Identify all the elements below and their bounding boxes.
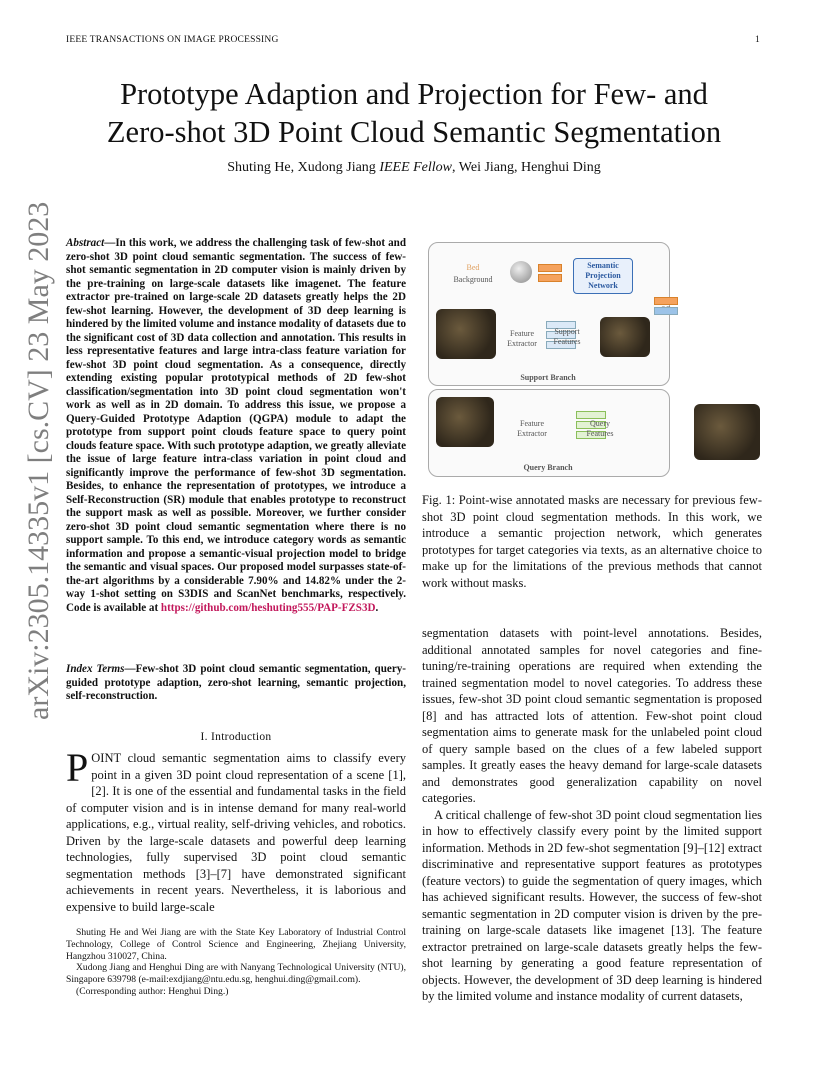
background-label: Background [453, 275, 493, 284]
prototype-stack [654, 297, 678, 317]
drop-cap: P [66, 745, 89, 790]
bed-label: Bed [466, 263, 480, 272]
support-features-label: Support Features [553, 327, 581, 346]
authors-part-2: , Wei Jiang, Henghui Ding [452, 160, 601, 175]
page-number: 1 [755, 35, 760, 45]
abstract [66, 237, 406, 615]
wikipedia-globe-icon [510, 261, 532, 283]
right-paragraph-2: A critical challenge of few-shot 3D point cloud segmentation lies in how to effectively classify every point by the limited support information. Methods in 2D few-shot segmentation [9]–[12] extract discriminative and representative support features as prototypes (feature vectors) to guide the segmentation of query images, which has achieved significant results. However, the success of few-shot semantic segmentation in 2D computer vision is driven by the pre-training on large-scale datasets like imagenet [13]. The feature extractor pretrained on large-scale datasets greatly helps the few-shot learning by generating a good feature representation of objects. However, the development of 3D deep learning is hindered by the limited volume and instance modality of current datasets, [422, 807, 762, 1003]
index-terms-lead: Index Terms [66, 663, 125, 675]
support-point-cloud [436, 309, 496, 359]
intro-text: OINT cloud semantic segmentation aims to classify every point in a given 3D point cloud representation of a scene [1], [2]. It is one of the essential and fundamental tasks in the field of computer vision and is in intense demand for many real-world applications, e.g., virtual reality, self-driving vehicles, and robotics. Driven by the large-scale datasets and powerful deep learning technologies, fully supervised 3D point cloud semantic segmentation methods [3]–[7] have demonstrated significant achievements in recent years. Nevertheless, it is laborious and expensive to build large-scale [66, 751, 406, 914]
abstract-lead: Abstract [66, 237, 105, 249]
footnote-1: Shuting He and Wei Jiang are with the State Key Laboratory of Industrial Control Technology, College of Control Science and Engineering, Zhejiang University, Hangzhou 310027, China. [66, 927, 406, 962]
figure-caption: Fig. 1: Point-wise annotated masks are necessary for previous few-shot 3D point cloud segmentation methods. In this work, we introduce a semantic projection network, which generates prototypes for target categories via texts, as an alternative choice to make up for the limitations of the previous methods that cannot work without masks. [422, 493, 762, 590]
support-feature-extractor-label: Feature Extractor [507, 329, 537, 348]
index-terms-body: —Few-shot 3D point cloud semantic segmentation, query-guided prototype adaption, zero-shot learning, semantic projection, self-reconstruction. [66, 663, 406, 702]
intro-paragraph [66, 745, 406, 915]
section-heading: I. Introduction [200, 731, 272, 743]
footnotes [66, 927, 406, 998]
query-feature-extractor-label: Feature Extractor [517, 419, 547, 438]
title-line-1: Prototype Adaption and Projection for Few- and [120, 77, 708, 111]
author-list [60, 160, 768, 176]
text-embedding-stack [538, 264, 562, 284]
title-line-2: Zero-shot 3D Point Cloud Semantic Segmentation [106, 115, 722, 149]
query-point-cloud [436, 397, 494, 447]
query-segmentation-output [694, 404, 760, 460]
right-column-text [422, 625, 762, 1005]
arxiv-stamp: arXiv:2305.14335v1 [cs.CV] 23 May 2023 [22, 201, 55, 720]
abstract-end: . [375, 601, 379, 614]
query-branch-label: Query Branch [523, 463, 573, 472]
paper-title [60, 75, 768, 151]
support-branch-label: Support Branch [520, 373, 576, 382]
semantic-projection-network-box: Semantic Projection Network [573, 258, 633, 294]
running-header: IEEE TRANSACTIONS ON IMAGE PROCESSING [66, 35, 279, 45]
authors-part-1: Shuting He, Xudong Jiang [227, 160, 380, 175]
figure-1 [428, 237, 674, 482]
code-link[interactable]: https://github.com/heshuting555/PAP-FZS3D [160, 601, 376, 614]
footnote-2: Xudong Jiang and Henghui Ding are with Nanyang Technological University (NTU), Singapore 639798 (e-mail:exdjiang@ntu.edu.sg, henghui.ding@gmail.com). [66, 962, 406, 986]
query-features-label: Query Features [586, 419, 614, 438]
footnote-3: (Corresponding author: Henghui Ding.) [76, 985, 229, 997]
authors-fellow: IEEE Fellow [379, 160, 453, 175]
index-terms [66, 663, 406, 704]
abstract-body: —In this work, we address the challenging task of few-shot and zero-shot 3D point cloud semantic segmentation. The success of few-shot semantic segmentation in 2D computer vision is mainly driven by the pre-training on large-scale datasets like imagenet. The feature extractor pre-trained on large-scale 2D datasets greatly helps the 2D few-shot learning. However, the development of 3D deep learning is hindered by the limited volume and instance modality of datasets due to the significant cost of 3D data collection and annotation. This results in less representative features and large intra-class feature variation for few-shot 3D point cloud segmentation. As a consequence, directly extending existing popular prototypical methods of 2D few-shot classification/segmentation into 3D point cloud segmentation won't work as well as in 2D domain. To address this issue, we propose a Query-Guided Prototype Adaption (QGPA) module to adapt the prototype from support point clouds feature space to query point clouds feature space. With such prototype adaption, we greatly alleviate the issue of large feature intra-class variation in point cloud and significantly improve the performance of few-shot 3D segmentation. Besides, to enhance the representation of prototypes, we introduce a Self-Reconstruction (SR) module that enables prototype to reconstruct the support mask as well as possible. Moreover, we further consider zero-shot 3D point cloud semantic segmentation where there is no support sample. To this end, we introduce category words as semantic information and propose a semantic-visual projection model to bridge the semantic and visual spaces. Our proposed model surpasses state-of-the-art algorithms by a considerable 7.90% and 14.82% under the 2-way 1-shot setting on S3DIS and ScanNet benchmarks, respectively. Code is available at [66, 237, 406, 614]
support-mask-cloud [600, 317, 650, 357]
right-paragraph-1: segmentation datasets with point-level annotations. Besides, additional annotated samples for novel categories and fine-tuning/re-training operations are required when extending the trained segmentation model to novel categories. To address these issues, few-shot 3D point cloud semantic segmentation is proposed [8] and has attracted lots of attention. Few-shot point cloud segmentation aims to generate mask for the unlabeled point cloud of query sample based on the clues of a few labeled support samples. It greatly eases the heavy demand for large-scale datasets and demonstrates good generalization capability on novel categories. [422, 626, 762, 805]
